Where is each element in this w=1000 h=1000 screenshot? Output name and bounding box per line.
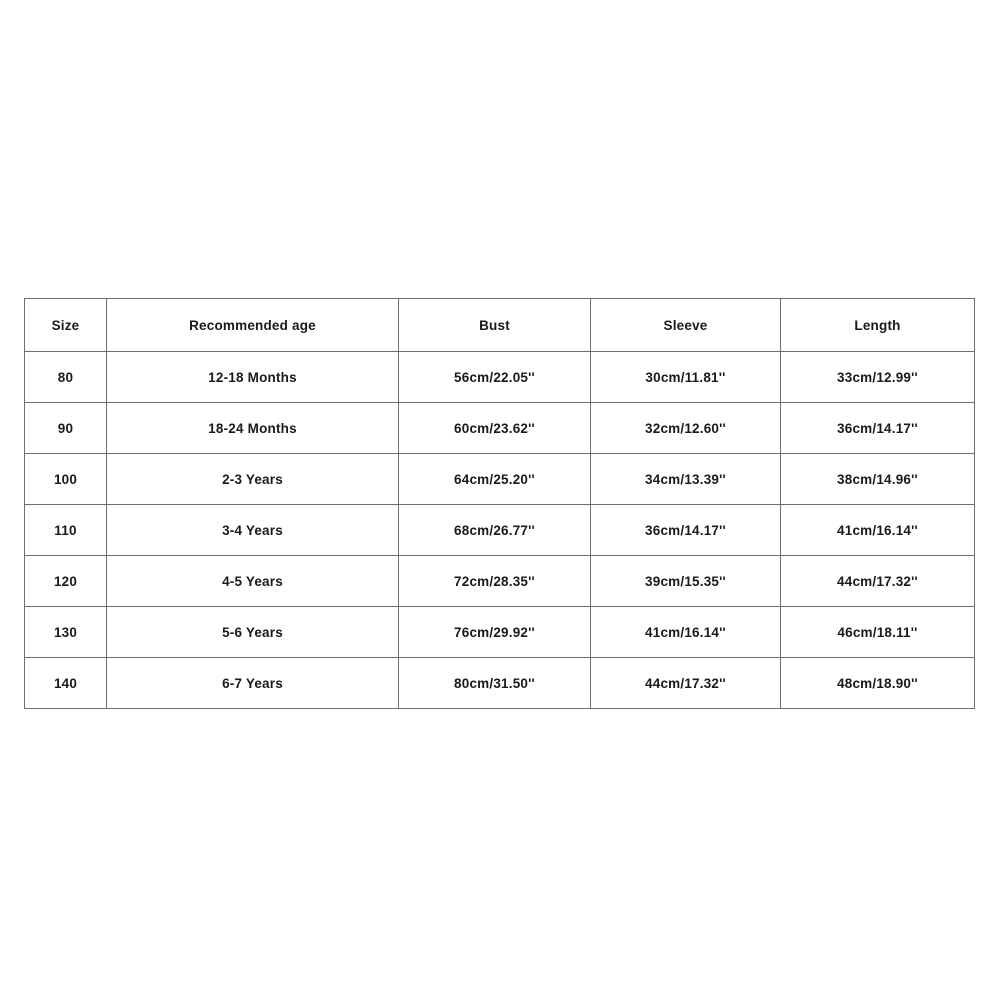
table-header: [25, 299, 975, 352]
cell-bust: 72cm/28.35'': [399, 556, 591, 607]
cell-sleeve: 30cm/11.81'': [591, 352, 781, 403]
cell-sleeve: 32cm/12.60'': [591, 403, 781, 454]
table-row: [25, 505, 975, 556]
size-chart-container: [24, 298, 974, 709]
cell-bust: 76cm/29.92'': [399, 607, 591, 658]
column-header-size: Size: [25, 299, 107, 352]
cell-length: 38cm/14.96'': [781, 454, 975, 505]
table-row: [25, 454, 975, 505]
cell-size: 100: [25, 454, 107, 505]
cell-size: 120: [25, 556, 107, 607]
cell-sleeve: 39cm/15.35'': [591, 556, 781, 607]
cell-bust: 80cm/31.50'': [399, 658, 591, 709]
cell-length: 48cm/18.90'': [781, 658, 975, 709]
cell-recommended-age: 2-3 Years: [107, 454, 399, 505]
table-row: [25, 556, 975, 607]
column-header-recommended-age: Recommended age: [107, 299, 399, 352]
cell-length: 41cm/16.14'': [781, 505, 975, 556]
cell-size: 130: [25, 607, 107, 658]
cell-bust: 64cm/25.20'': [399, 454, 591, 505]
table-body: [25, 352, 975, 709]
column-header-length: Length: [781, 299, 975, 352]
cell-recommended-age: 12-18 Months: [107, 352, 399, 403]
table-row: [25, 607, 975, 658]
table-row: [25, 403, 975, 454]
cell-sleeve: 36cm/14.17'': [591, 505, 781, 556]
cell-recommended-age: 4-5 Years: [107, 556, 399, 607]
column-header-sleeve: Sleeve: [591, 299, 781, 352]
cell-bust: 68cm/26.77'': [399, 505, 591, 556]
cell-length: 33cm/12.99'': [781, 352, 975, 403]
cell-length: 44cm/17.32'': [781, 556, 975, 607]
cell-length: 46cm/18.11'': [781, 607, 975, 658]
cell-recommended-age: 6-7 Years: [107, 658, 399, 709]
cell-bust: 56cm/22.05'': [399, 352, 591, 403]
cell-length: 36cm/14.17'': [781, 403, 975, 454]
table-row: [25, 658, 975, 709]
cell-sleeve: 44cm/17.32'': [591, 658, 781, 709]
cell-sleeve: 41cm/16.14'': [591, 607, 781, 658]
cell-recommended-age: 5-6 Years: [107, 607, 399, 658]
cell-recommended-age: 3-4 Years: [107, 505, 399, 556]
column-header-bust: Bust: [399, 299, 591, 352]
size-chart-table: [24, 298, 975, 709]
table-row: [25, 352, 975, 403]
cell-sleeve: 34cm/13.39'': [591, 454, 781, 505]
table-header-row: [25, 299, 975, 352]
cell-bust: 60cm/23.62'': [399, 403, 591, 454]
cell-size: 110: [25, 505, 107, 556]
cell-size: 90: [25, 403, 107, 454]
cell-recommended-age: 18-24 Months: [107, 403, 399, 454]
cell-size: 140: [25, 658, 107, 709]
cell-size: 80: [25, 352, 107, 403]
